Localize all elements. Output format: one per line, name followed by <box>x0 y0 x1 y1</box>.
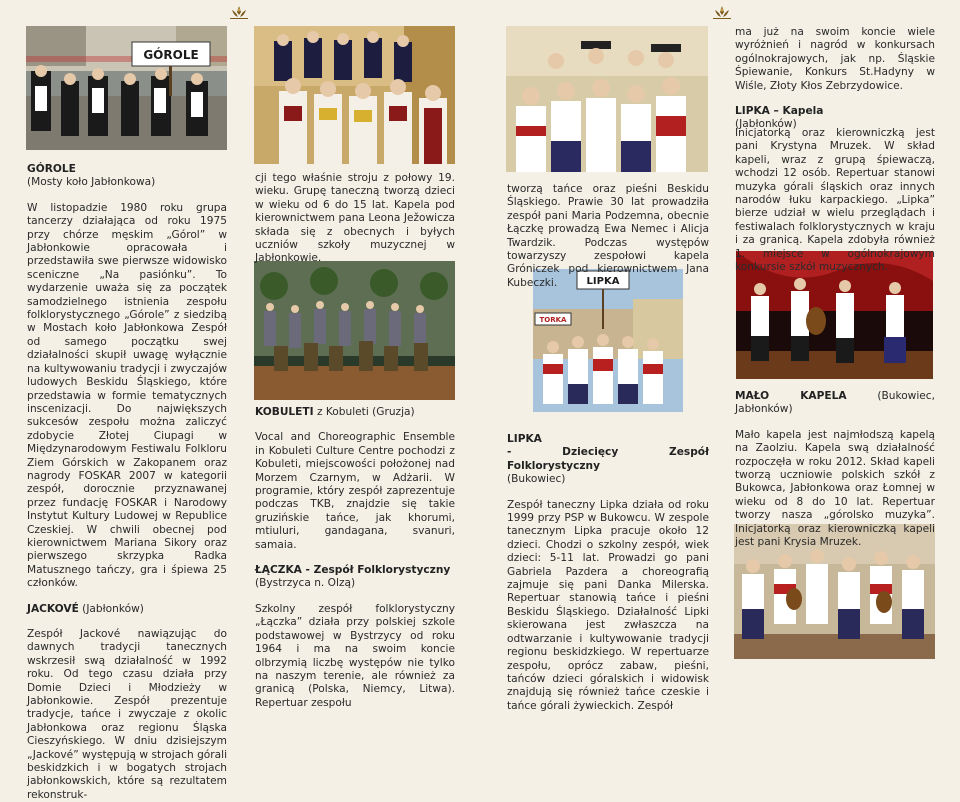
gorole-heading: GÓROLE <box>27 163 76 175</box>
column-jackove-continued <box>255 172 455 266</box>
flower-ornament-icon <box>711 4 733 22</box>
gorole-sign-text: GÓROLE <box>143 48 199 62</box>
laczka-heading: ŁĄCZKA - Zespół Folklorystyczny <box>255 564 451 577</box>
lipka-sign-text: LIPKA <box>586 276 620 287</box>
kobuleti-heading: KOBULETI <box>255 406 314 418</box>
malo-kapela-heading: MAŁO KAPELA <box>735 390 847 402</box>
laczka-description-continued: tworzą tańce oraz pieśni Beskidu Śląskiego. Prawie 30 lat prowadziła zespół pani Maria Podzemna, obecnie Łączkę prowadzą Ewa Nemec i Alicja Twardzik. Podczas występów towarzyszy zespołowi kapela Gróniczek pod kierownictwem Jana Kubeczki. <box>507 183 709 289</box>
malo-kapela-location: (Bukowiec, Jabłonków) <box>735 390 935 416</box>
malo-kapela-description: Mało kapela jest najmłodszą kapelą na Zaolziu. Kapela swą działalność rozpoczęła w roku 2012. Skład kapeli tworzą uczniowie polskich szkół z Bukowca, Jabłonkowa oraz Łomnej w wieku od 8 do 10 lat. Repertuar tworzy nasza „górolsko muzyka”. Inicjatorką oraz kierowniczką kapeli jest pani Krysia Mruzek. <box>735 428 935 549</box>
photo-gorole-parade <box>26 26 227 150</box>
kobuleti-description: Vocal and Choreographic Ensemble in Kobuleti Culture Centre pochodzi z Kobuleti, miejscowości położonej nad Morzem Czarnym, w Adżarii. W programie, który zespół zaprezentuje podczas TKB, znajdzie się takie gruzińskie tańce, jak khorumi, mtiuluri, gandagana, svanuri, samaia. <box>255 431 455 551</box>
flower-ornament-icon <box>228 4 250 22</box>
column-gorole <box>27 163 227 802</box>
column-laczka-continued <box>507 183 709 290</box>
lipka-heading-subtitle: - Dziecięcy Zespół Folklorystyczny <box>507 446 709 472</box>
photo-laczka-children <box>506 26 708 172</box>
column-lipka-continued <box>735 26 935 132</box>
photo-lipka-parade <box>533 269 683 412</box>
column-malo-kapela <box>735 390 935 549</box>
gorole-location: (Mosty koło Jabłonkowa) <box>27 176 156 189</box>
column-lipka <box>507 433 709 713</box>
lipka-description: Zespół taneczny Lipka działa od roku 1999 przy PSP w Bukowcu. W zespole tanecznym Lipka pracuje około 12 dzieci. Chodzi o szkolny zespół, wiek dzieci: 5-11 lat. Prowadzi go pani Gabriela Pazdera a choreografią zajmuje się pani Danka Milerska. Repertuar stanowią tańce i pieśni Beskidu Śląskiego. Działalność Lipki skierowana jest zwłaszcza na odtwarzanie i kultywowanie tradycji regionu beskidzkiego. W repertuarze zespołu, oprócz zabaw, pieśni, tańców dzieci góralskich i widowisk znajdują się również tańce czeskie i tańce górali żywieckich. Zespół <box>507 498 709 712</box>
photo-kobuleti-stage <box>254 261 455 400</box>
laczka-description: Szkolny zespół folklorystyczny „Łączka” działa przy polskiej szkole podstawowej w Bystrzycy od roku 1964 i ma na swoim koncie olbrzymią liczbę występów nie tylko na naszym terenie, ale również za granicą (Polska, Niemcy, Litwa). Repertuar zespołu <box>255 602 455 709</box>
lipka-kapela-description: Inicjatorką oraz kierowniczką jest pani Krystyna Mruzek. W skład kapeli, wraz z grupą śpiewaczą, wchodzi 12 osób. Repertuar stanowi muzyka górali śląskich oraz innych narodów łuku karpackiego. „Lipka” bierze udział w wielu przeglądach i festiwalach folklorystycznych w kraju i za granicą. Kapela zdobyła również 1. miejsce w ogólnokrajowym konkursie szkół muzycznych. <box>735 127 935 274</box>
laczka-location: (Bystrzyca n. Olzą) <box>255 577 356 590</box>
torka-sign-text: TORKA <box>539 316 567 324</box>
column-kobuleti-laczka <box>255 406 455 710</box>
lipka-heading: LIPKA <box>507 433 542 445</box>
kobuleti-location: z Kobuleti (Gruzja) <box>313 406 415 418</box>
lipka-description-continued: ma już na swoim koncie wiele wyróżnień i nagród w konkursach ogólnokrajowych, jak np. Śląskie Śpiewanie, Konkurs St.Hadyny w Wiśle, Złoty Kłos Zebrzydowice. <box>735 26 935 92</box>
lipka-kapela-heading: LIPKA – Kapela <box>735 105 824 118</box>
photo-jackove-group <box>254 26 455 164</box>
column-lipka-kapela <box>735 127 935 274</box>
lipka-location: (Bukowiec) <box>507 473 566 486</box>
jackove-location: (Jabłonków) <box>78 602 144 615</box>
jackove-heading: JACKOVÉ <box>27 602 79 615</box>
lipka-kapela-location: (Jabłonków) <box>735 118 797 131</box>
jackove-description: Zespół Jackové nawiązując do dawnych tradycji tanecznych wskrzesił swą działalność w 1992 roku. Od tego czasu działa przy Domie Dzieci i Młodzieży w Jabłonkowie. Zespół prezentuje tradycje, tańce i zwyczaje z okolic Jabłonkowa oraz regionu Śląska Cieszyńskiego. W dniu dzisiejszym „Jackové” występują w strojach górali beskidzkich i w bogatych strojach jabłonkowskich, które są rezultatem rekonstruk- <box>27 628 228 801</box>
gorole-description: W listopadzie 1980 roku grupa tancerzy działająca od roku 1975 przy chórze męskim „Górol” w Jabłonkowie opracowała i przedstawiła swe pierwsze widowisko sceniczne „Na pasiónku”. To wydarzenie uważa się za początek samodzielnego istnienia zespołu folklorystycznego „Górole” z siedzibą w Mostach koło Jabłonkowa Zespół od samego początku swej działalności skupił uwagę wyłącznie na kultywowaniu tradycji i zwyczajów ludowych Beskidu Śląskiego, które przedstawia w formie tematycznych inscenizacji. Do największych sukcesów zespołu można zaliczyć zdobycie Złotej Ciupagi w Międzynarodowym Festiwalu Folkloru Ziem Górskich w Zakopanem oraz nagrody FOSKAR 2007 w kategorii zespół, dorocznie przyznawanej przez fundację FOSKAR i Narodowy Instytut Kultury Ludowej w Republice Czeskiej. W chwili obecnej pod kierownictwem Mariana Sikory oraz pierwszego skrzypka Radka Matusznego tańczy, gra i śpiewa 25 członków. <box>27 201 227 590</box>
jackove-description-continued: cji tego właśnie stroju z połowy 19. wieku. Grupę taneczną tworzą dzieci w wieku od 6 do 15 lat. Kapela pod kierownictwem pana Leona Ježowicza składa się z obecnych i byłych uczniów szkoły muzycznej w Jabłonkowie. <box>255 172 455 265</box>
